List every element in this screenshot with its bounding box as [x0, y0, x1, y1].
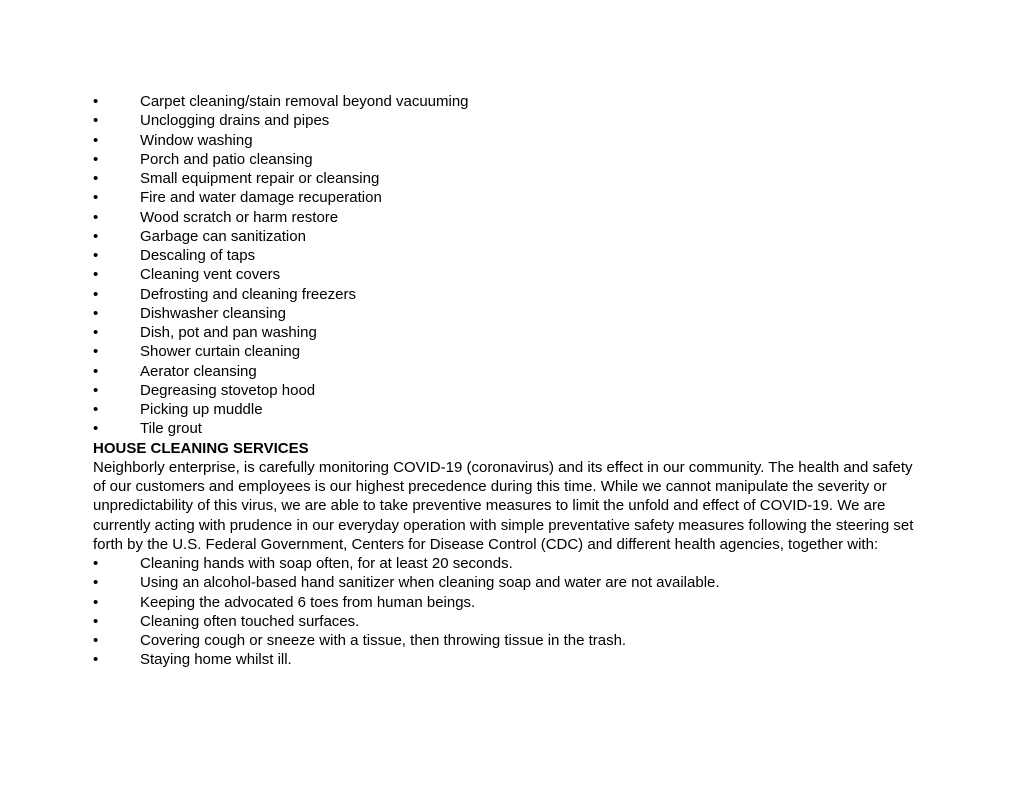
- bullet-icon: •: [93, 420, 99, 438]
- list-item: [93, 400, 923, 419]
- section-heading: HOUSE CLEANING SERVICES: [93, 439, 309, 457]
- list-item: [93, 573, 923, 592]
- bullet-icon: •: [93, 304, 99, 322]
- list-item-text: Descaling of taps: [140, 247, 256, 264]
- list-item-text: Using an alcohol-based hand sanitizer when cleaning soap and water are not available.: [140, 574, 720, 592]
- bullet-icon: •: [93, 285, 99, 303]
- list-item: [93, 111, 923, 130]
- bullet-icon: •: [93, 208, 99, 226]
- list-item: [93, 227, 923, 246]
- list-item: [93, 265, 923, 284]
- list-item: [93, 419, 923, 438]
- list-item: [93, 304, 923, 323]
- bullet-icon: •: [93, 170, 99, 187]
- list-item-text: Dishwasher cleansing: [140, 304, 286, 322]
- list-item: [93, 188, 923, 207]
- list-item-text: Fire and water damage recuperation: [140, 189, 382, 207]
- list-item: [93, 631, 923, 650]
- bullet-icon: •: [93, 362, 99, 380]
- bullet-icon: •: [93, 227, 99, 245]
- services-list: [93, 92, 923, 439]
- list-item-text: Aerator cleansing: [140, 362, 257, 380]
- bullet-icon: •: [93, 632, 99, 649]
- list-item-text: Porch and patio cleansing: [140, 150, 313, 168]
- list-item: [93, 150, 923, 169]
- list-item-text: Unclogging drains and pipes: [140, 112, 330, 130]
- document-page: [93, 92, 923, 670]
- bullet-icon: •: [93, 150, 99, 168]
- list-item-text: Degreasing stovetop hood: [140, 381, 316, 399]
- list-item: [93, 554, 923, 573]
- bullet-icon: •: [93, 93, 99, 110]
- bullet-icon: •: [93, 189, 99, 207]
- bullet-icon: •: [93, 612, 99, 630]
- list-item: [93, 323, 923, 342]
- list-item: [93, 208, 923, 227]
- list-item: [93, 92, 923, 111]
- list-item-text: Small equipment repair or cleansing: [140, 170, 380, 187]
- list-item-text: Cleaning often touched surfaces.: [140, 612, 360, 630]
- bullet-icon: •: [93, 324, 99, 341]
- list-item: [93, 362, 923, 381]
- list-item-text: Cleaning vent covers: [140, 266, 281, 284]
- list-item: [93, 246, 923, 265]
- list-item: [93, 381, 923, 400]
- list-item-text: Dish, pot and pan washing: [140, 324, 317, 341]
- bullet-icon: •: [93, 593, 99, 611]
- list-item-text: Cleaning hands with soap often, for at least 20 seconds.: [140, 555, 513, 572]
- bullet-icon: •: [93, 247, 99, 264]
- list-item: [93, 650, 923, 669]
- bullet-icon: •: [93, 555, 99, 572]
- list-item-text: Garbage can sanitization: [140, 227, 306, 245]
- list-item-text: Covering cough or sneeze with a tissue, then throwing tissue in the trash.: [140, 632, 627, 649]
- list-item-text: Carpet cleaning/stain removal beyond vacuuming: [140, 93, 469, 110]
- body-paragraph: Neighborly enterprise, is carefully monitoring COVID-19 (coronavirus) and its effect in our community. The health and safety of our customers and employees is our highest precedence during this time. While we cannot manipulate the severity or unpredictability of this virus, we are able to take preventive measures to limit the unfold and effect of COVID-19. We are currently acting with prudence in our everyday operation with simple preventative safety measures following the steering set forth by the U.S. Federal Government, Centers for Disease Control (CDC) and different health agencies, together with:: [93, 458, 914, 553]
- list-item: [93, 285, 923, 304]
- bullet-icon: •: [93, 112, 99, 130]
- safety-measures-list: [93, 554, 923, 670]
- bullet-icon: •: [93, 381, 99, 399]
- list-item-text: Tile grout: [140, 420, 202, 438]
- list-item: [93, 612, 923, 631]
- list-item-text: Window washing: [140, 131, 253, 149]
- list-item-text: Defrosting and cleaning freezers: [140, 285, 356, 303]
- bullet-icon: •: [93, 343, 99, 361]
- bullet-icon: •: [93, 401, 99, 418]
- bullet-icon: •: [93, 131, 99, 149]
- list-item-text: Staying home whilst ill.: [140, 651, 292, 669]
- list-item: [93, 593, 923, 612]
- list-item: [93, 131, 923, 150]
- list-item: [93, 169, 923, 188]
- bullet-icon: •: [93, 651, 99, 669]
- list-item-text: Picking up muddle: [140, 401, 263, 418]
- bullet-icon: •: [93, 266, 99, 284]
- bullet-icon: •: [93, 574, 99, 592]
- list-item-text: Keeping the advocated 6 toes from human beings.: [140, 593, 476, 611]
- list-item-text: Wood scratch or harm restore: [140, 208, 339, 226]
- list-item-text: Shower curtain cleaning: [140, 343, 301, 361]
- list-item: [93, 342, 923, 361]
